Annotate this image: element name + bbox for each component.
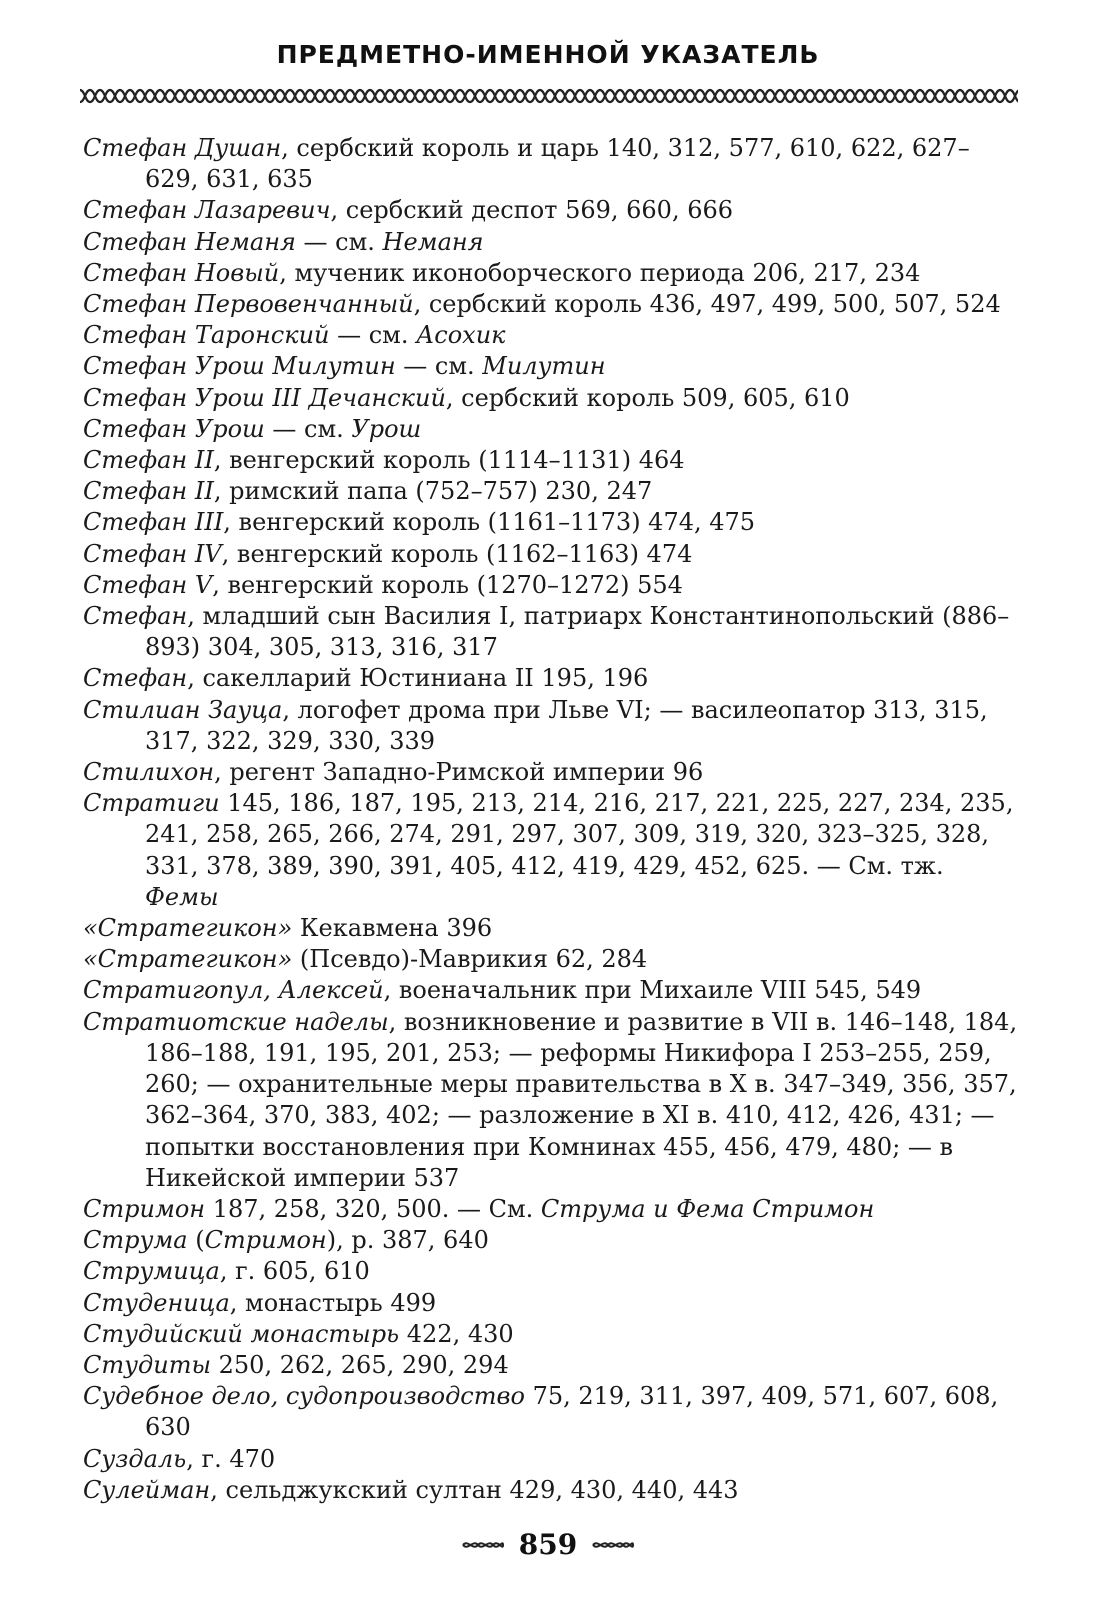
index-entry: [83, 975, 1018, 1006]
index-entry: [83, 320, 1018, 351]
entry-text: , сербский король и царь 140, 312, 577, 610, 622, 627–629, 631, 635: [145, 134, 970, 194]
entry-text: , монастырь 499: [229, 1288, 437, 1317]
index-entry: [83, 133, 1018, 195]
entry-text: , сельджукский султан 429, 430, 440, 443: [210, 1475, 739, 1504]
entry-text: 187, 258, 320, 500. — См.: [205, 1194, 541, 1223]
entry-term: Стефан IV: [83, 539, 222, 568]
entry-term: Судебное дело, судопроизводство: [83, 1382, 525, 1411]
entry-term: Стефан Первовенчанный: [83, 290, 414, 319]
entry-term: Стефан: [83, 602, 188, 631]
index-entry: [83, 1350, 1018, 1381]
entry-text: — см.: [295, 227, 383, 256]
index-entry: [83, 227, 1018, 258]
entry-text: , венгерский король (1161–1173) 474, 475: [223, 508, 756, 537]
index-entry: [83, 258, 1018, 289]
entry-text: — см.: [395, 352, 483, 381]
entry-text: , сакелларий Юстиниана II 195, 196: [187, 664, 649, 693]
index-entry: [83, 1319, 1018, 1350]
entry-term: Стефан: [83, 664, 188, 693]
entry-text: , венгерский король (1270–1272) 554: [212, 570, 683, 599]
entry-term: Стефан II: [83, 477, 214, 506]
footer-ornament-right: [591, 1538, 635, 1552]
index-entry: [83, 383, 1018, 414]
entry-term: Стефан Душан: [83, 134, 282, 162]
entry-reference: Стримон: [204, 1226, 327, 1255]
page-number: 859: [518, 1528, 578, 1561]
entry-term: Суздаль: [83, 1444, 187, 1473]
index-list: [83, 133, 1018, 1506]
entry-term: Струма: [83, 1226, 188, 1255]
entry-text: Кекавмена 396: [292, 914, 493, 943]
entry-text: , сербский деспот 569, 660, 666: [330, 196, 734, 225]
index-entry: [83, 1225, 1018, 1256]
entry-term: Стратиги: [83, 789, 220, 818]
entry-term: Стефан Таронский: [83, 321, 330, 350]
entry-reference: Урош: [351, 414, 422, 443]
entry-term: Стефан II: [83, 446, 214, 475]
entry-text: 250, 262, 265, 290, 294: [211, 1350, 509, 1379]
index-entry: [83, 1475, 1018, 1506]
entry-text: (: [187, 1226, 205, 1255]
index-entry: [83, 445, 1018, 476]
entry-term: Стратиотские наделы: [83, 1007, 389, 1036]
entry-text: , венгерский король (1162–1163) 474: [221, 539, 693, 568]
index-entry: [83, 1007, 1018, 1194]
entry-term: Стефан Урош III Дечанский: [83, 383, 446, 412]
index-entry: [83, 601, 1018, 663]
entry-text: , военачальник при Михаиле VIII 545, 549: [383, 976, 922, 1005]
entry-reference: Милутин: [482, 352, 606, 381]
index-entry: [83, 944, 1018, 975]
footer-ornament-left: [461, 1538, 505, 1552]
entry-term: Стефан Новый: [83, 258, 280, 287]
entry-text: , возникновение и развитие в VII в. 146–148, 184, 186–188, 191, 195, 201, 253; — реформы Никифора I 253–255, 259, 260; — охранительные меры правительства в X в. 347–349, 356, 357, 362–364, 370, 383, 402; — разложение в XI в. 410, 412, 426, 431; — попытки восстановления при Комнинах 455, 456, 479, 480; — в Никейской империи 537: [145, 1007, 1018, 1192]
entry-text: , римский папа (752–757) 230, 247: [213, 477, 653, 506]
entry-term: Студиты: [83, 1350, 212, 1379]
entry-text: , г. 605, 610: [219, 1257, 370, 1286]
entry-term: Стилихон: [83, 758, 215, 787]
index-entry: [83, 695, 1018, 757]
index-entry: [83, 1288, 1018, 1319]
entry-text: — см.: [264, 414, 352, 443]
entry-text: (Псевдо)-Маврикия 62, 284: [292, 945, 648, 974]
index-entry: [83, 195, 1018, 226]
index-entry: [83, 476, 1018, 507]
entry-term: Стефан V: [83, 570, 213, 599]
entry-text: , сербский король 509, 605, 610: [445, 383, 850, 412]
page-footer: [0, 1528, 1096, 1561]
entry-term: «Стратегикон»: [83, 945, 293, 974]
index-entry: [83, 1381, 1018, 1443]
entry-text: , регент Западно-Римской империи 96: [214, 758, 704, 787]
entry-text: , младший сын Василия I, патриарх Константинопольский (886–893) 304, 305, 313, 316, 317: [145, 602, 1010, 662]
entry-reference: Неманя: [382, 227, 484, 256]
entry-term: Сулейман: [83, 1475, 211, 1504]
index-entry: [83, 1256, 1018, 1287]
entry-term: «Стратегикон»: [83, 914, 293, 943]
entry-text: , венгерский король (1114–1131) 464: [213, 446, 685, 475]
entry-term: Стефан Урош Милутин: [83, 352, 396, 381]
index-entry: [83, 913, 1018, 944]
index-entry: [83, 289, 1018, 320]
entry-text: , сербский король 436, 497, 499, 500, 507, 524: [413, 290, 1001, 319]
entry-term: Струмица: [83, 1257, 220, 1286]
entry-reference: Фемы: [145, 882, 219, 911]
entry-reference: Струма и Фема Стримон: [540, 1194, 875, 1223]
entry-text: ), р. 387, 640: [326, 1226, 489, 1255]
index-entry: [83, 757, 1018, 788]
entry-term: Стефан Лазаревич: [83, 196, 331, 225]
entry-text: 422, 430: [399, 1319, 514, 1348]
index-entry: [83, 788, 1018, 913]
entry-term: Стилиан Зауца: [83, 695, 283, 724]
index-entry: [83, 1444, 1018, 1475]
entry-term: Студийский монастырь: [83, 1319, 400, 1348]
entry-text: 145, 186, 187, 195, 213, 214, 216, 217, 221, 225, 227, 234, 235, 241, 258, 265, 266, 274, 291, 297, 307, 309, 319, 320, 323–325, 328, 331, 378, 389, 390, 391, 405, 412, 419, 429, 452, 625. — См. тж.: [145, 789, 1014, 880]
index-entry: [83, 539, 1018, 570]
entry-text: , г. 470: [186, 1444, 276, 1473]
ornament-band: [80, 86, 1018, 106]
entry-text: , логофет дрома при Льве VI; — василеопатор 313, 315, 317, 322, 329, 330, 339: [145, 695, 988, 755]
index-entry: [83, 570, 1018, 601]
entry-text: — см.: [329, 321, 417, 350]
entry-term: Стратигопул, Алексей: [83, 976, 384, 1005]
entry-term: Стефан Неманя: [83, 227, 296, 256]
entry-reference: Асохик: [416, 321, 506, 350]
index-entry: [83, 1194, 1018, 1225]
entry-term: Стефан Урош: [83, 414, 265, 443]
entry-text: 75, 219, 311, 397, 409, 571, 607, 608, 630: [145, 1382, 999, 1442]
index-entry: [83, 507, 1018, 538]
entry-text: , мученик иконоборческого периода 206, 217, 234: [279, 258, 921, 287]
index-entry: [83, 663, 1018, 694]
page-header: ПРЕДМЕТНО-ИМЕННОЙ УКАЗАТЕЛЬ: [276, 40, 820, 69]
entry-term: Стримон: [83, 1194, 206, 1223]
entry-term: Студеница: [83, 1288, 230, 1317]
index-entry: [83, 414, 1018, 445]
entry-term: Стефан III: [83, 508, 224, 537]
index-entry: [83, 351, 1018, 382]
